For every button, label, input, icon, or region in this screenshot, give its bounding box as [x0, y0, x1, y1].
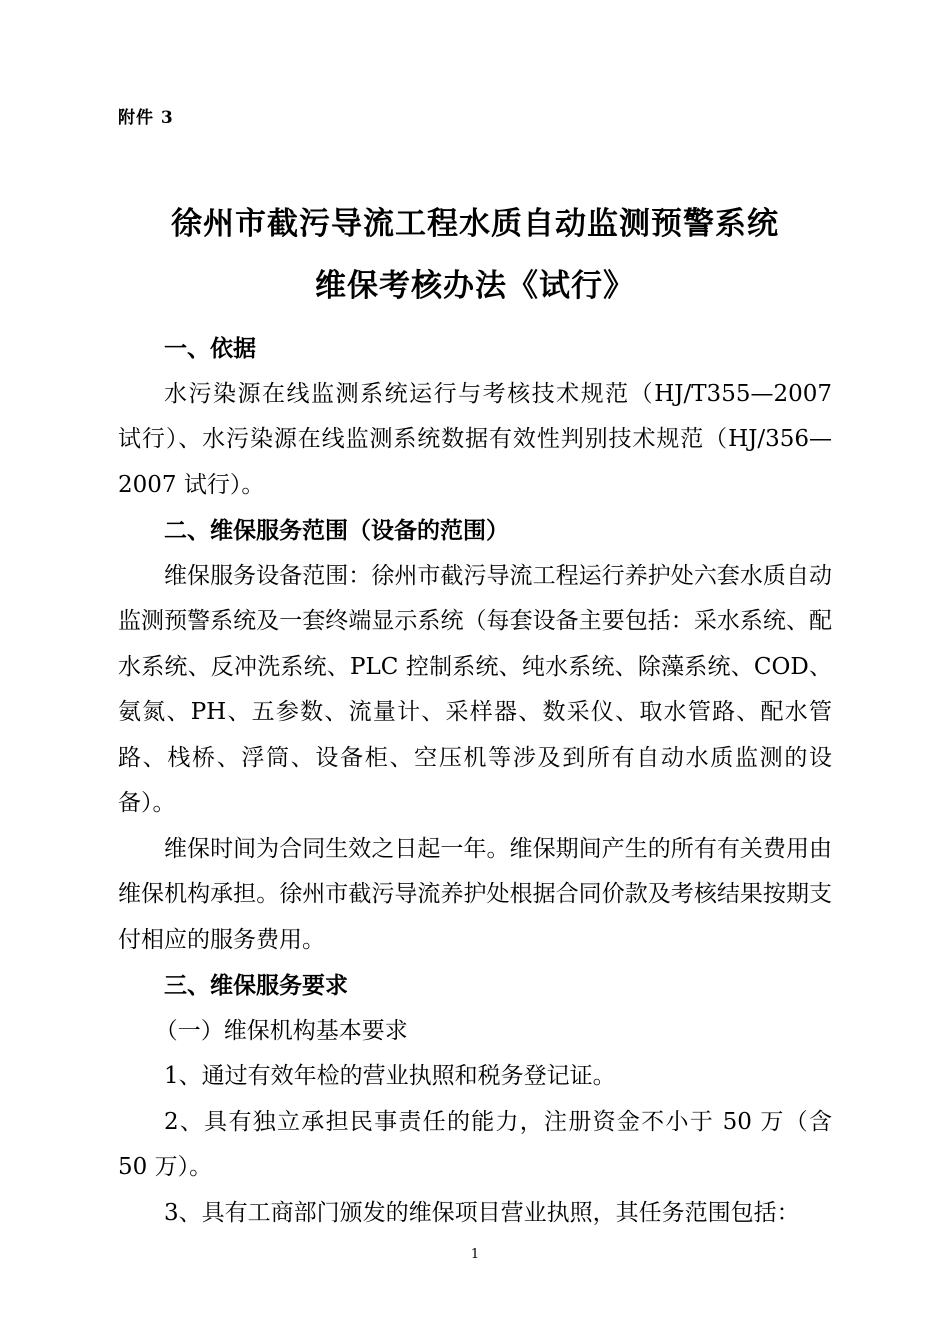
- section-heading-basis: 一、依据: [164, 335, 256, 362]
- section-heading-scope: 二、维保服务范围（设备的范围）: [164, 517, 509, 544]
- list-item: 2、具有独立承担民事责任的能力，注册资金不小于 50 万（含 50 万）。: [118, 1108, 832, 1180]
- document-page: [118, 0, 832, 1344]
- page-number: 1: [470, 1247, 480, 1262]
- document-title-line-1: 徐州市截污导流工程水质自动监测预警系统: [171, 206, 779, 242]
- list-item: 1、通过有效年检的营业执照和税务登记证。: [164, 1063, 616, 1089]
- paragraph-basis: 水污染源在线监测系统运行与考核技术规范（HJ/T355—2007 试行）、水污染源在线监测系统数据有效性判别技术规范（HJ/356—2007 试行）。: [118, 380, 832, 498]
- document-title-line-2: 维保考核办法《试行》: [315, 268, 635, 304]
- attachment-label: 附件 3: [118, 108, 174, 128]
- paragraph-scope-period: 维保时间为合同生效之日起一年。维保期间产生的所有有关费用由维保机构承担。徐州市截污导流养护处根据合同价款及考核结果按期支付相应的服务费用。: [118, 835, 832, 953]
- list-item: 3、具有工商部门颁发的维保项目营业执照，其任务范围包括：: [164, 1199, 800, 1226]
- section-heading-requirements: 三、维保服务要求: [164, 972, 348, 999]
- subsection-heading-basic-requirements: （一）维保机构基本要求: [154, 1017, 408, 1044]
- paragraph-scope-equipment: 维保服务设备范围：徐州市截污导流工程运行养护处六套水质自动监测预警系统及一套终端显示系统（每套设备主要包括：采水系统、配水系统、反冲洗系统、PLC 控制系统、纯水系统、除藻系统、COD、氨氮、PH、五参数、流量计、采样器、数采仪、取水管路、配水管路、栈桥、浮筒、设备柜、空压机等涉及到所有自动水质监测的设备）。: [118, 562, 832, 816]
- document-body: [118, 326, 832, 1236]
